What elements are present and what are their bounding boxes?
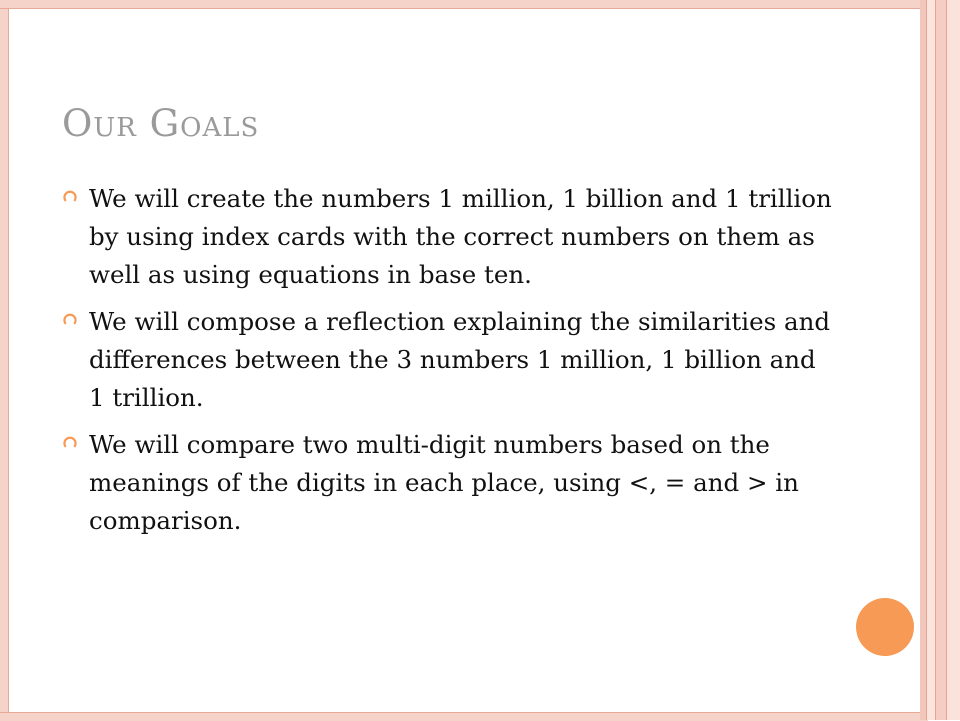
- decorative-circle: [856, 598, 914, 656]
- bullet-arc-icon: [62, 188, 78, 204]
- decorative-stripes: [920, 0, 960, 720]
- bullet-text: We will create the numbers 1 million, 1 billion and 1 trillion by using index cards with the correct numbers on them as well as using equations in base ten.: [89, 184, 832, 289]
- bullet-item: [62, 180, 832, 294]
- bullet-text: We will compose a reflection explaining the similarities and differences between the 3 numbers 1 million, 1 billion and 1 trillion.: [89, 307, 831, 412]
- bullet-list: [62, 180, 832, 549]
- slide-frame-top: [0, 0, 928, 9]
- slide-title: Our Goals: [62, 102, 260, 145]
- bullet-text: We will compare two multi-digit numbers based on the meanings of the digits in each place, using <, = and > in comparison.: [89, 430, 799, 535]
- bullet-item: [62, 303, 832, 417]
- bullet-item: [62, 426, 832, 540]
- bullet-arc-icon: [62, 434, 78, 450]
- bullet-arc-icon: [62, 311, 78, 327]
- slide-frame-left: [0, 0, 9, 720]
